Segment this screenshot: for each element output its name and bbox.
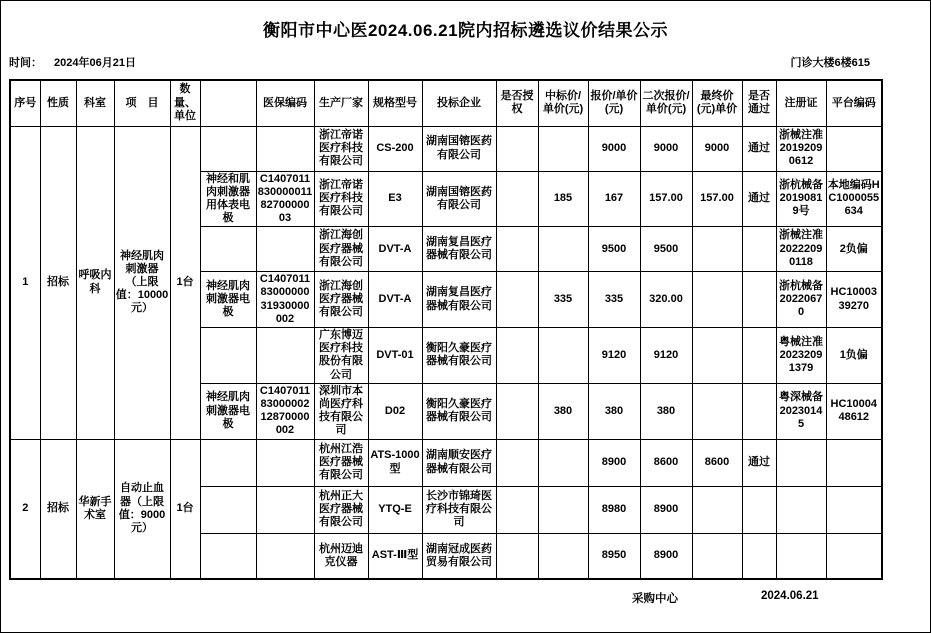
cell-manufacturer: 广东博迈医疗科技股份有限公司 <box>314 328 368 384</box>
cell-manufacturer: 深圳市本尚医疗科技有限公司 <box>314 383 368 439</box>
cell-qty: 1台 <box>170 126 200 439</box>
cell-cert: 浙杭械备20190819号 <box>776 171 826 227</box>
cell-win-price: 380 <box>538 383 588 439</box>
cell-model: AST-Ⅲ型 <box>368 533 422 579</box>
cell-final-price <box>692 272 742 328</box>
cell-final-price <box>692 533 742 579</box>
cell-nature: 招标 <box>40 126 76 439</box>
cell-passed: 通过 <box>742 171 776 227</box>
location-text: 门诊大楼6楼615 <box>790 57 870 69</box>
cell-authorized <box>496 126 538 171</box>
cell-manufacturer: 浙江帝诺医疗科技有限公司 <box>314 171 368 227</box>
cell-sub-item: 神经和肌肉刺激器用体表电极 <box>200 171 256 227</box>
cell-win-price <box>538 328 588 384</box>
col-header-sub-item <box>200 80 256 126</box>
cell-insurance-code <box>256 126 314 171</box>
cell-final-price <box>692 486 742 533</box>
results-table <box>9 79 883 580</box>
cell-bidder: 湖南国镕医药有限公司 <box>422 126 496 171</box>
cell-cert <box>776 533 826 579</box>
cell-win-price: 185 <box>538 171 588 227</box>
cell-authorized <box>496 328 538 384</box>
cell-platform-code <box>826 533 882 579</box>
table-row <box>10 439 882 486</box>
cell-win-price <box>538 227 588 272</box>
cell-sub-item <box>200 328 256 384</box>
cell-passed <box>742 383 776 439</box>
col-header-win-price: 中标价/单价(元) <box>538 80 588 126</box>
col-header-dept: 科室 <box>76 80 114 126</box>
cell-model: YTQ-E <box>368 486 422 533</box>
cell-sub-item: 神经肌肉刺激器电极 <box>200 272 256 328</box>
cell-model: DVT-A <box>368 272 422 328</box>
cell-second-quote: 320.00 <box>640 272 692 328</box>
cell-cert <box>776 439 826 486</box>
col-header-cert: 注册证 <box>776 80 826 126</box>
cell-model: ATS-1000型 <box>368 439 422 486</box>
cell-passed: 通过 <box>742 439 776 486</box>
cell-second-quote: 157.00 <box>640 171 692 227</box>
cell-passed <box>742 486 776 533</box>
cell-authorized <box>496 383 538 439</box>
cell-sub-item <box>200 486 256 533</box>
cell-second-quote: 9120 <box>640 328 692 384</box>
cell-bidder: 湖南顺安医疗器械有限公司 <box>422 439 496 486</box>
cell-bidder: 湖南国镕医药有限公司 <box>422 171 496 227</box>
footer-date: 2024.06.21 <box>761 590 819 602</box>
col-header-platform-code: 平台编码 <box>826 80 882 126</box>
cell-insurance-code <box>256 328 314 384</box>
cell-win-price <box>538 126 588 171</box>
cell-platform-code <box>826 486 882 533</box>
cell-insurance-code <box>256 533 314 579</box>
cell-manufacturer: 浙江帝诺医疗科技有限公司 <box>314 126 368 171</box>
cell-nature: 招标 <box>40 439 76 579</box>
cell-platform-code <box>826 439 882 486</box>
cell-manufacturer: 杭州迈迪克仪器 <box>314 533 368 579</box>
cell-quote: 167 <box>588 171 640 227</box>
cell-final-price <box>692 383 742 439</box>
cell-authorized <box>496 272 538 328</box>
col-header-authorized: 是否授权 <box>496 80 538 126</box>
cell-quote: 8900 <box>588 439 640 486</box>
page-title: 衡阳市中心医2024.06.21院内招标遴选议价结果公示 <box>262 21 669 40</box>
cell-passed: 通过 <box>742 126 776 171</box>
cell-win-price <box>538 439 588 486</box>
cell-authorized <box>496 171 538 227</box>
col-header-seq: 序号 <box>10 80 40 126</box>
cell-quote: 9000 <box>588 126 640 171</box>
cell-second-quote: 8900 <box>640 486 692 533</box>
col-header-bidder: 投标企业 <box>422 80 496 126</box>
header-row <box>10 80 882 126</box>
cell-cert: 浙械注准20192090612 <box>776 126 826 171</box>
cell-project: 神经肌肉刺激器（上限值：10000元） <box>114 126 170 439</box>
time-value: 2024年06月21日 <box>54 57 136 69</box>
cell-insurance-code: C14070118300000118270000003 <box>256 171 314 227</box>
cell-model: D02 <box>368 383 422 439</box>
cell-second-quote: 8900 <box>640 533 692 579</box>
cell-cert: 浙械注准20222090118 <box>776 227 826 272</box>
cell-dept: 华新手术室 <box>76 439 114 579</box>
cell-cert: 浙杭械备20220670 <box>776 272 826 328</box>
cell-model: E3 <box>368 171 422 227</box>
footer-dept: 采购中心 <box>632 593 678 605</box>
cell-manufacturer: 浙江海创医疗器械有限公司 <box>314 272 368 328</box>
cell-quote: 9120 <box>588 328 640 384</box>
col-header-second-quote: 二次报价/单价(元) <box>640 80 692 126</box>
cell-cert: 粤械注准20232091379 <box>776 328 826 384</box>
cell-quote: 8980 <box>588 486 640 533</box>
cell-model: DVT-A <box>368 227 422 272</box>
cell-second-quote: 9500 <box>640 227 692 272</box>
cell-cert: 粤深械备20230145 <box>776 383 826 439</box>
cell-insurance-code: C14070118300000031930000002 <box>256 272 314 328</box>
cell-model: DVT-01 <box>368 328 422 384</box>
cell-passed <box>742 533 776 579</box>
cell-final-price <box>692 328 742 384</box>
cell-sub-item: 神经肌肉刺激器电极 <box>200 383 256 439</box>
cell-platform-code: 本地编码HC1000055634 <box>826 171 882 227</box>
cell-sub-item <box>200 533 256 579</box>
cell-seq: 2 <box>10 439 40 579</box>
col-header-qty-unit: 数量、单位 <box>170 80 200 126</box>
cell-manufacturer: 杭州正大医疗器械有限公司 <box>314 486 368 533</box>
cell-bidder: 衡阳久豪医疗器械有限公司 <box>422 383 496 439</box>
cell-final-price: 8600 <box>692 439 742 486</box>
cell-platform-code: HC1000448612 <box>826 383 882 439</box>
time-label: 时间： <box>9 57 42 69</box>
cell-seq: 1 <box>10 126 40 439</box>
cell-authorized <box>496 486 538 533</box>
cell-manufacturer: 浙江海创医疗器械有限公司 <box>314 227 368 272</box>
cell-platform-code: HC1000339270 <box>826 272 882 328</box>
col-header-nature: 性质 <box>40 80 76 126</box>
time-line <box>9 54 136 70</box>
cell-second-quote: 8600 <box>640 439 692 486</box>
cell-final-price: 157.00 <box>692 171 742 227</box>
cell-platform-code: 2负偏 <box>826 227 882 272</box>
cell-second-quote: 380 <box>640 383 692 439</box>
cell-final-price: 9000 <box>692 126 742 171</box>
col-header-quote: 报价/单价(元) <box>588 80 640 126</box>
cell-sub-item <box>200 126 256 171</box>
cell-passed <box>742 272 776 328</box>
cell-sub-item <box>200 227 256 272</box>
cell-final-price <box>692 227 742 272</box>
col-header-project: 项 目 <box>114 80 170 126</box>
col-header-model: 规格型号 <box>368 80 422 126</box>
cell-quote: 8950 <box>588 533 640 579</box>
cell-insurance-code <box>256 486 314 533</box>
cell-win-price <box>538 533 588 579</box>
cell-win-price <box>538 486 588 533</box>
cell-authorized <box>496 227 538 272</box>
cell-model: CS-200 <box>368 126 422 171</box>
col-header-insurance-code: 医保编码 <box>256 80 314 126</box>
cell-quote: 380 <box>588 383 640 439</box>
col-header-passed: 是否通过 <box>742 80 776 126</box>
cell-project: 自动止血器（上限值：9000元） <box>114 439 170 579</box>
cell-cert <box>776 486 826 533</box>
cell-bidder: 湖南复昌医疗器械有限公司 <box>422 227 496 272</box>
cell-bidder: 衡阳久豪医疗器械有限公司 <box>422 328 496 384</box>
cell-sub-item <box>200 439 256 486</box>
col-header-final-price: 最终价(元)单价 <box>692 80 742 126</box>
cell-authorized <box>496 533 538 579</box>
cell-platform-code: 1负偏 <box>826 328 882 384</box>
cell-passed <box>742 328 776 384</box>
cell-insurance-code <box>256 227 314 272</box>
cell-quote: 335 <box>588 272 640 328</box>
meta-row <box>1 54 930 70</box>
cell-second-quote: 9000 <box>640 126 692 171</box>
cell-quote: 9500 <box>588 227 640 272</box>
cell-bidder: 长沙市锦琦医疗科技有限公司 <box>422 486 496 533</box>
table-row <box>10 126 882 171</box>
cell-manufacturer: 杭州江浩医疗器械有限公司 <box>314 439 368 486</box>
cell-authorized <box>496 439 538 486</box>
cell-qty: 1台 <box>170 439 200 579</box>
cell-passed <box>742 227 776 272</box>
cell-insurance-code <box>256 439 314 486</box>
cell-bidder: 湖南复昌医疗器械有限公司 <box>422 272 496 328</box>
cell-insurance-code: C14070118300000212870000002 <box>256 383 314 439</box>
col-header-manufacturer: 生产厂家 <box>314 80 368 126</box>
cell-bidder: 湖南冠成医药贸易有限公司 <box>422 533 496 579</box>
cell-platform-code <box>826 126 882 171</box>
cell-win-price: 335 <box>538 272 588 328</box>
cell-dept: 呼吸内科 <box>76 126 114 439</box>
